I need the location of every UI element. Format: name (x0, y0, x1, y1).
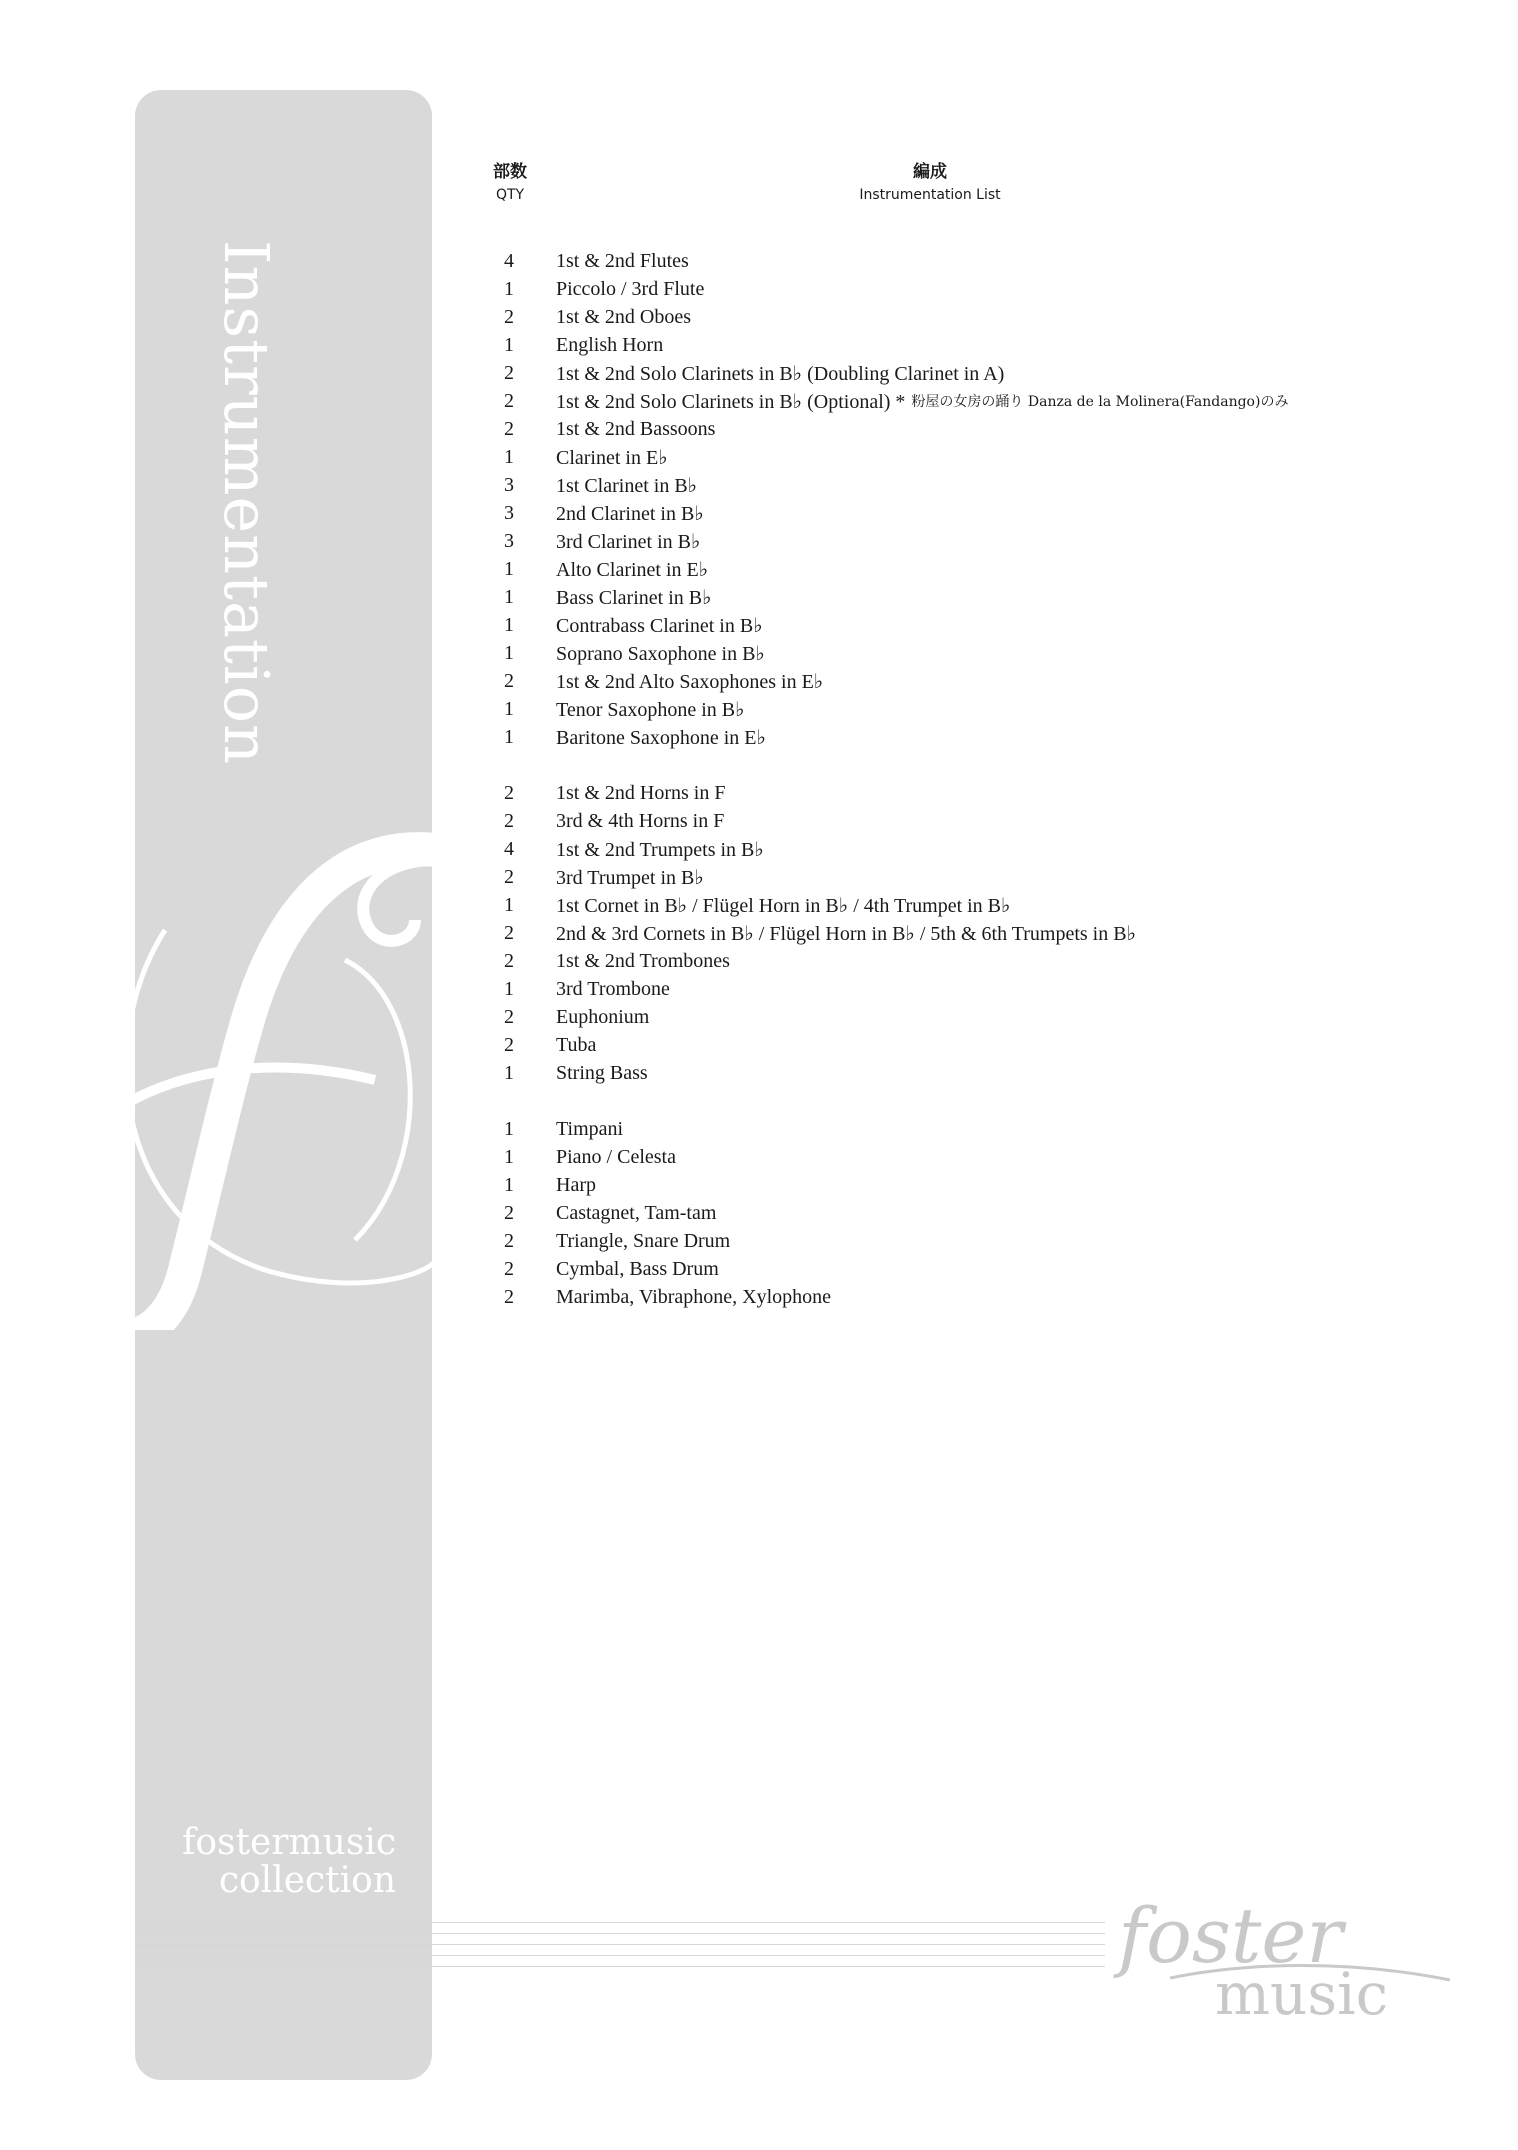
instrument-qty: 3 (504, 529, 514, 552)
instrument-row (490, 891, 1390, 919)
instrument-name: Baritone Saxophone in E♭ (556, 726, 766, 749)
instrument-qty: 1 (504, 585, 514, 608)
instrument-row (490, 303, 1390, 331)
instrument-name: 1st & 2nd Solo Clarinets in B♭ (Doubling Clarinet in A) (556, 362, 1005, 385)
instrument-name: Alto Clarinet in E♭ (556, 558, 709, 581)
instrument-name: 1st & 2nd Bassoons (556, 417, 716, 440)
instrument-name: Clarinet in E♭ (556, 446, 668, 469)
instrument-row (490, 807, 1390, 835)
sidebar (135, 90, 432, 2080)
instrument-qty: 2 (504, 865, 514, 888)
instrument-row (490, 1227, 1390, 1255)
instrument-name: 1st & 2nd Solo Clarinets in B♭ (Optional) * (556, 390, 906, 413)
instrument-qty: 2 (504, 1257, 514, 1280)
qty-header-jp: 部数 (493, 162, 527, 182)
qty-header-en: QTY (495, 187, 525, 203)
instrument-qty: 1 (504, 1061, 514, 1084)
instrument-name: Tenor Saxophone in B♭ (556, 698, 745, 721)
instrument-name: Euphonium (556, 1005, 650, 1028)
instrument-qty: 2 (504, 1201, 514, 1224)
instrument-qty: 1 (504, 725, 514, 748)
instrument-row (490, 695, 1390, 723)
instrument-qty: 1 (504, 977, 514, 1000)
instrument-qty: 1 (504, 893, 514, 916)
instrument-qty: 1 (504, 697, 514, 720)
instrument-row (490, 863, 1390, 891)
instrument-qty: 2 (504, 1229, 514, 1252)
instrument-name: 1st Clarinet in B♭ (556, 474, 698, 497)
instrument-row (490, 415, 1390, 443)
instrument-qty: 1 (504, 1145, 514, 1168)
instrument-qty: 2 (504, 361, 514, 384)
instrument-name: Harp (556, 1173, 596, 1196)
instrument-qty: 1 (504, 333, 514, 356)
instrument-name: Piano / Celesta (556, 1145, 676, 1168)
instrument-qty: 2 (504, 949, 514, 972)
instrument-row (490, 975, 1390, 1003)
instrument-row (490, 555, 1390, 583)
instrument-name: Marimba, Vibraphone, Xylophone (556, 1285, 832, 1308)
instrument-row (490, 1031, 1390, 1059)
instrument-name: Cymbal, Bass Drum (556, 1257, 719, 1280)
instrument-name: 1st Cornet in B♭ / Flügel Horn in B♭ / 4th Trumpet in B♭ (556, 894, 1011, 917)
instrument-note: 粉屋の女房の踊り Danza de la Molinera(Fandango)のみ (911, 394, 1289, 410)
instrument-name: String Bass (556, 1061, 648, 1084)
instrument-name: English Horn (556, 333, 664, 356)
instrument-name: Castagnet, Tam-tam (556, 1201, 717, 1224)
section-gap (490, 1087, 1390, 1115)
instrument-name: 1st & 2nd Alto Saxophones in E♭ (556, 670, 824, 693)
instrument-row (490, 1255, 1390, 1283)
instrument-name: 1st & 2nd Trumpets in B♭ (556, 838, 764, 861)
instrument-row (490, 1283, 1390, 1311)
instrument-qty: 1 (504, 641, 514, 664)
instrument-name: Contrabass Clarinet in B♭ (556, 614, 763, 637)
list-header (780, 160, 1080, 206)
instrument-name: 1st & 2nd Horns in F (556, 781, 726, 804)
instrument-qty: 4 (504, 249, 514, 272)
instrument-row (490, 611, 1390, 639)
instrument-row (490, 1171, 1390, 1199)
instrument-qty: 3 (504, 473, 514, 496)
instrument-qty: 1 (504, 277, 514, 300)
instrument-row (490, 527, 1390, 555)
instrument-row (490, 1143, 1390, 1171)
logo-music-text: music (1215, 1960, 1389, 2028)
logo-foster-text: foster (1118, 1891, 1343, 1980)
instrument-name: 3rd & 4th Horns in F (556, 809, 725, 832)
instrument-row (490, 1115, 1390, 1143)
instrument-qty: 2 (504, 669, 514, 692)
instrument-qty: 2 (504, 389, 514, 412)
sidebar-title-text: Instrumentation (210, 240, 283, 766)
instrument-row (490, 583, 1390, 611)
instrument-row (490, 471, 1390, 499)
instrument-row (490, 359, 1390, 387)
instrument-qty: 1 (504, 1117, 514, 1140)
instrument-row (490, 387, 1390, 415)
instrument-qty: 1 (504, 557, 514, 580)
instrument-name: Soprano Saxophone in B♭ (556, 642, 765, 665)
instrument-qty: 2 (504, 1005, 514, 1028)
instrument-qty: 1 (504, 613, 514, 636)
instrument-name: 3rd Clarinet in B♭ (556, 530, 701, 553)
instrument-qty: 1 (504, 445, 514, 468)
instrument-name: Tuba (556, 1033, 597, 1056)
instrument-name: Triangle, Snare Drum (556, 1229, 731, 1252)
instrument-name: 3rd Trombone (556, 977, 670, 1000)
list-header-en: Instrumentation List (859, 187, 1001, 203)
instrument-row (490, 443, 1390, 471)
foster-music-logo (1110, 1890, 1450, 2030)
instrument-name: 1st & 2nd Oboes (556, 305, 691, 328)
instrument-row (490, 639, 1390, 667)
instrument-name: Bass Clarinet in B♭ (556, 586, 712, 609)
list-header-jp: 編成 (913, 162, 947, 182)
instrument-name: 1st & 2nd Trombones (556, 949, 730, 972)
instrument-qty: 2 (504, 1285, 514, 1308)
staff-lines (135, 1922, 1105, 1982)
instrument-row (490, 723, 1390, 751)
instrument-row (490, 835, 1390, 863)
instrument-name: Piccolo / 3rd Flute (556, 277, 705, 300)
instrument-row (490, 247, 1390, 275)
instrument-qty: 2 (504, 781, 514, 804)
instrument-name: 2nd & 3rd Cornets in B♭ / Flügel Horn in B♭ / 5th & 6th Trumpets in B♭ (556, 922, 1137, 945)
instrument-row (490, 1199, 1390, 1227)
qty-header (488, 160, 532, 206)
instrument-row (490, 1059, 1390, 1087)
instrument-qty: 2 (504, 921, 514, 944)
section-gap (490, 751, 1390, 779)
instrument-row (490, 275, 1390, 303)
instrument-qty: 2 (504, 1033, 514, 1056)
collection-label (182, 1824, 396, 1900)
instrument-row (490, 667, 1390, 695)
f-clef-logo-icon (135, 830, 432, 1330)
instrument-qty: 3 (504, 501, 514, 524)
instrument-row (490, 499, 1390, 527)
instrument-row (490, 779, 1390, 807)
instrument-row (490, 947, 1390, 975)
collection-line-1: fostermusic (182, 1822, 396, 1863)
instrument-name: 1st & 2nd Flutes (556, 249, 689, 272)
instrument-row (490, 331, 1390, 359)
instrument-qty: 2 (504, 417, 514, 440)
instrument-qty: 4 (504, 837, 514, 860)
instrument-row (490, 919, 1390, 947)
instrument-qty: 2 (504, 305, 514, 328)
collection-line-2: collection (218, 1860, 396, 1901)
instrument-name: 2nd Clarinet in B♭ (556, 502, 704, 525)
instrument-name: 3rd Trumpet in B♭ (556, 866, 704, 889)
instrument-qty: 1 (504, 1173, 514, 1196)
instrument-qty: 2 (504, 809, 514, 832)
instrument-row (490, 1003, 1390, 1031)
instrumentation-list (490, 247, 1390, 1311)
instrument-name: Timpani (556, 1117, 624, 1140)
